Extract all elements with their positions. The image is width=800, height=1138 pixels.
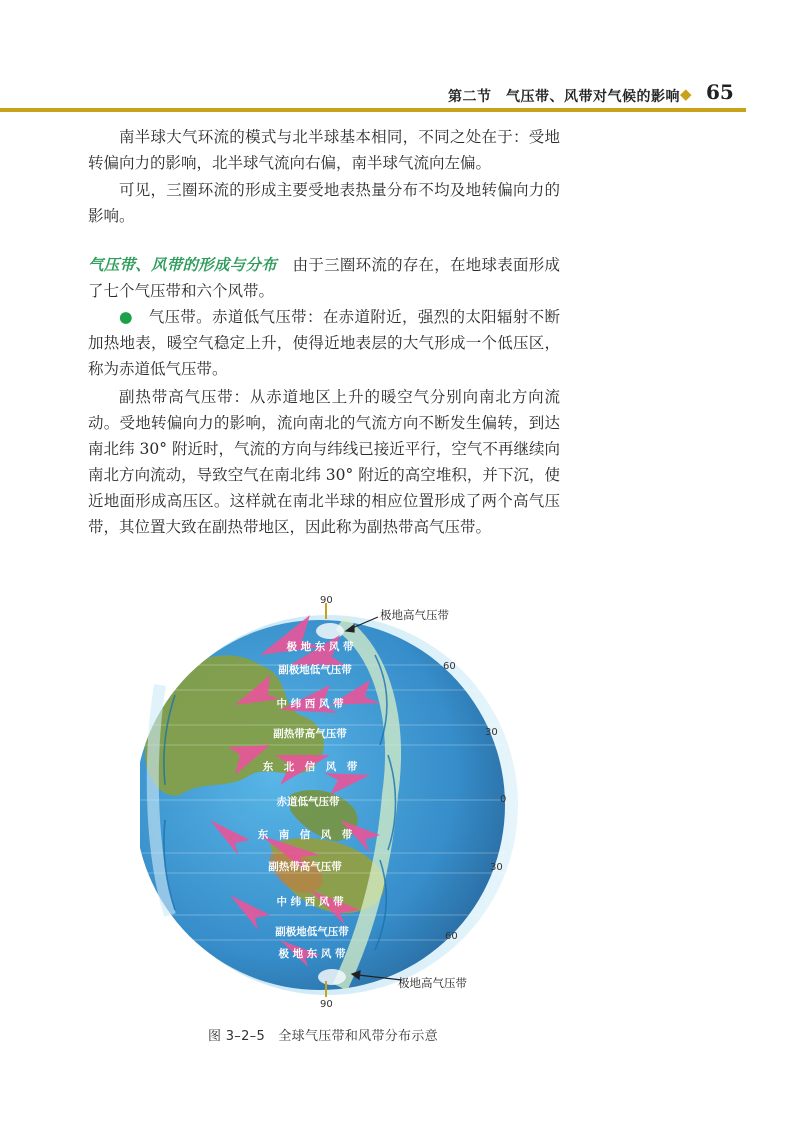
paragraph-equatorial-low — [88, 304, 560, 382]
paragraph-text: 气压带。赤道低气压带：在赤道附近，强烈的太阳辐射不断加热地表，暖空气稳定上升，使得近地表层的大气形成一个低压区，称为赤道低气压带。 — [88, 308, 560, 378]
paragraph-text: 由于三圈环流的存在，在地球表面形成了七个气压带和六个风带。 — [88, 256, 560, 300]
paragraph-pressure-belts — [88, 252, 560, 304]
band-subtropical-high-n: 副热带高气压带 — [273, 728, 347, 740]
lat-label-0: 0 — [500, 794, 507, 805]
band-polar-easterlies-n: 极 地 东 风 带 — [286, 641, 354, 653]
band-ne-trades: 东 北 信 风 带 — [262, 761, 358, 773]
figure-caption: 图 3–2–5 全球气压带和风带分布示意 — [208, 1029, 438, 1044]
band-subpolar-low-s: 副极地低气压带 — [275, 926, 349, 938]
diamond-icon: ◆ — [680, 85, 692, 103]
callout-polar-high-s: 极地高气压带 — [398, 976, 467, 990]
running-header — [0, 80, 740, 110]
paragraph-conclusion: 可见，三圈环流的形成主要受地表热量分布不均及地转偏向力的影响。 — [88, 181, 560, 225]
band-se-trades: 东 南 信 风 带 — [257, 829, 353, 841]
band-subtropical-high-s: 副热带高气压带 — [268, 861, 342, 873]
paragraph-southern-hemisphere: 南半球大气环流的模式与北半球基本相同，不同之处在于：受地转偏向力的影响，北半球气流向右偏，南半球气流向左偏。 — [88, 128, 560, 172]
globe-diagram — [140, 595, 520, 1015]
lat-label-bottom: 90 — [320, 999, 333, 1010]
paragraph-subtropical-high: 副热带高气压带：从赤道地区上升的暖空气分别向南北方向流动。受地转偏向力的影响，流向南北的气流方向不断发生偏转，到达南北纬 30° 附近时，气流的方向与纬线已接近平行，空气不再继续向南北方向流动，导致空气在南北纬 30° 附近的高空堆积，并下沉，使近地面形成高压区。这样就在南北半球的相应位置形成了两个高气压带，其位置大致在副热带地区，因此称为副热带高气压带。 — [88, 388, 560, 536]
page-number: 65 — [706, 80, 734, 104]
subsection-title: 气压带、风带的形成与分布 — [88, 256, 277, 274]
callout-polar-high-n: 极地高气压带 — [380, 608, 449, 622]
lat-label-top: 90 — [320, 595, 333, 606]
band-equatorial-low: 赤道低气压带 — [276, 796, 340, 808]
lat-label-60n: 60 — [443, 661, 456, 672]
lat-label-60s: 60 — [445, 931, 458, 942]
header-rule — [0, 108, 746, 112]
band-westerlies-n: 中 纬 西 风 带 — [276, 698, 344, 710]
bullet-icon: ● — [119, 308, 133, 326]
band-subpolar-low-n: 副极地低气压带 — [278, 664, 352, 676]
lat-label-30s: 30 — [490, 862, 503, 873]
band-westerlies-s: 中 纬 西 风 带 — [276, 896, 344, 908]
figure-global-pressure-belts — [140, 595, 520, 1015]
band-polar-easterlies-s: 极 地 东 风 带 — [278, 948, 346, 960]
section-title: 第二节 气压带、风带对气候的影响 — [448, 89, 680, 105]
lat-label-30n: 30 — [485, 727, 498, 738]
